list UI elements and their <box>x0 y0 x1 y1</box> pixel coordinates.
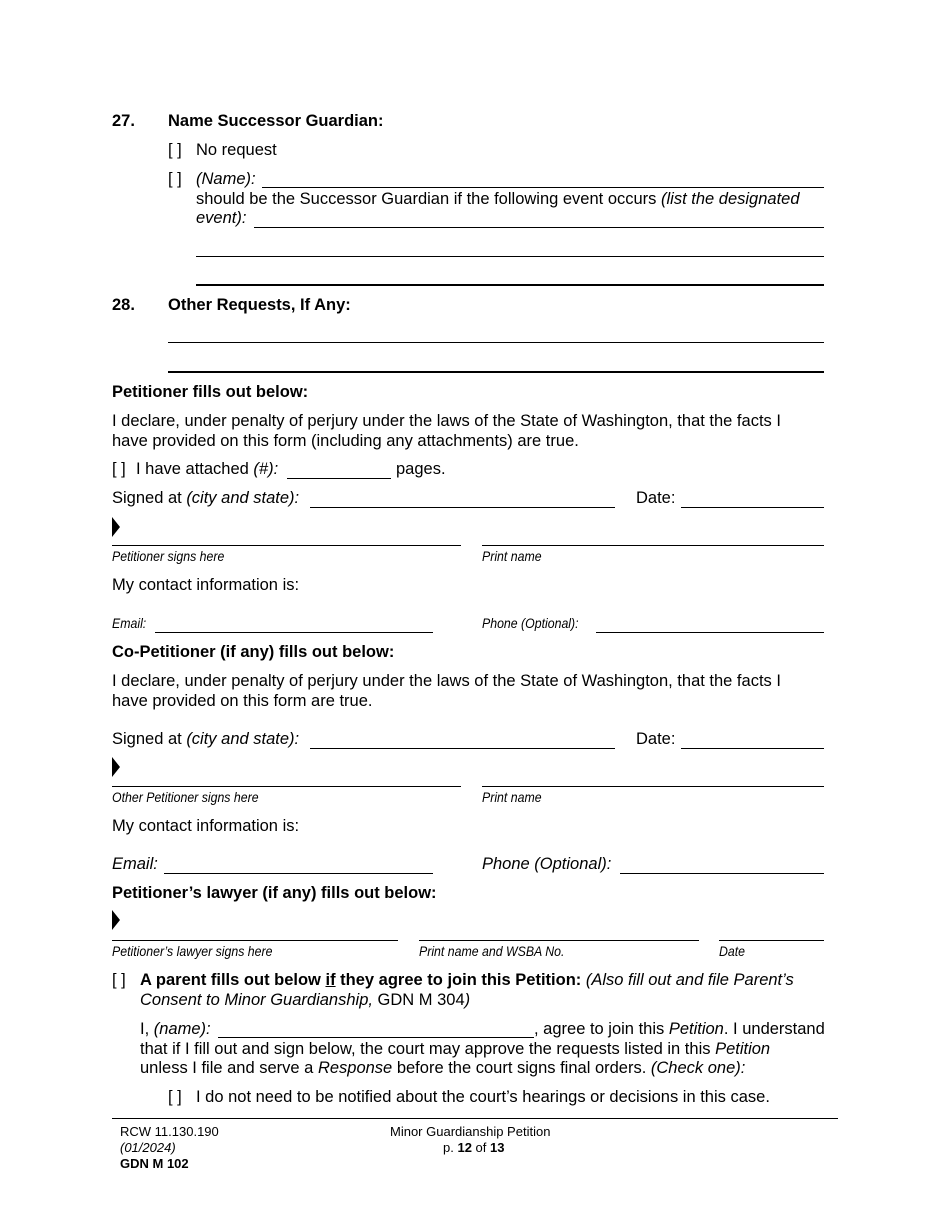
copetitioner-declaration-line2: have provided on this form are true. <box>112 692 373 710</box>
petitioner-print-name-label: Print name <box>482 548 542 564</box>
successor-event-label: event): <box>196 209 247 227</box>
successor-event-text: should be the Successor Guardian if the following event occurs (list the designated <box>196 190 800 208</box>
lawyer-print-name-label: Print name and WSBA No. <box>419 943 565 959</box>
signed-at-field[interactable] <box>310 507 615 508</box>
other-requests-field-1[interactable] <box>168 342 824 343</box>
petitioner-signs-here-label: Petitioner signs here <box>112 548 225 564</box>
attached-label: I have attached (#): <box>136 460 279 478</box>
petitioner-phone-label: Phone (Optional): <box>482 615 579 631</box>
section-27-title: Name Successor Guardian: <box>168 112 384 130</box>
parent-join-checkbox[interactable]: [ ] <box>112 971 126 989</box>
petitioner-declaration-line2: have provided on this form (including any attachments) are true. <box>112 432 579 450</box>
successor-event-field-1[interactable] <box>254 227 824 228</box>
co-date-field[interactable] <box>681 748 824 749</box>
petitioner-contact-label: My contact information is: <box>112 576 300 594</box>
no-request-label: No request <box>196 141 277 159</box>
section-28-title: Other Requests, If Any: <box>168 296 351 314</box>
lawyer-date-label: Date <box>719 943 746 959</box>
signature-arrow-icon <box>112 517 120 537</box>
lawyer-date-field[interactable] <box>719 940 824 941</box>
lawyer-signature-field[interactable] <box>112 940 398 941</box>
no-request-checkbox[interactable]: [ ] <box>168 141 182 159</box>
petitioner-signature-field[interactable] <box>112 545 461 546</box>
petitioner-email-label: Email: <box>112 615 147 631</box>
section-27-number: 27. <box>112 112 135 130</box>
parent-response-text: unless I file and serve a Response before the court signs final orders. (Check one): <box>140 1059 746 1077</box>
no-notice-label: I do not need to be notified about the court’s hearings or decisions in this case. <box>196 1088 770 1106</box>
copetitioner-signature-field[interactable] <box>112 786 461 787</box>
copetitioner-print-name-label: Print name <box>482 789 542 805</box>
lawyer-signs-here-label: Petitioner’s lawyer signs here <box>112 943 273 959</box>
co-signed-at-field[interactable] <box>310 748 615 749</box>
petitioner-heading: Petitioner fills out below: <box>112 383 309 401</box>
parent-name-field[interactable] <box>218 1037 534 1038</box>
section-divider <box>196 284 824 286</box>
copetitioner-email-label: Email: <box>112 855 158 873</box>
footer-page-number: p. 12 of 13 <box>443 1140 505 1155</box>
attached-pages-field[interactable] <box>287 478 391 479</box>
petitioner-declaration-line1: I declare, under penalty of perjury under the laws of the State of Washington, that the facts I <box>112 412 781 430</box>
footer-title: Minor Guardianship Petition <box>390 1124 551 1139</box>
co-signed-at-label: Signed at (city and state): <box>112 730 300 748</box>
parent-join-heading: A parent fills out below if they agree to join this Petition: (Also fill out and file Parent’s <box>140 971 794 989</box>
footer-date: (01/2024) <box>120 1140 176 1155</box>
copetitioner-contact-label: My contact information is: <box>112 817 300 835</box>
petitioner-email-field[interactable] <box>155 632 433 633</box>
co-date-label: Date: <box>636 730 676 748</box>
parent-name-label: I, (name): <box>140 1020 211 1038</box>
lawyer-print-name-field[interactable] <box>419 940 699 941</box>
copetitioner-phone-label: Phone (Optional): <box>482 855 612 873</box>
parent-understand-text: that if I fill out and sign below, the court may approve the requests listed in this Petition <box>140 1040 771 1058</box>
signed-at-label: Signed at (city and state): <box>112 489 300 507</box>
petitioner-phone-field[interactable] <box>596 632 824 633</box>
attached-pages-label: pages. <box>396 460 446 478</box>
date-label: Date: <box>636 489 676 507</box>
parent-agree-text: , agree to join this Petition. I understand <box>534 1020 825 1038</box>
lawyer-heading: Petitioner’s lawyer (if any) fills out below: <box>112 884 437 902</box>
successor-name-checkbox[interactable]: [ ] <box>168 170 182 188</box>
copetitioner-phone-field[interactable] <box>620 873 824 874</box>
date-field[interactable] <box>681 507 824 508</box>
other-requests-field-2[interactable] <box>168 371 824 373</box>
copetitioner-print-name-field[interactable] <box>482 786 824 787</box>
attached-checkbox[interactable]: [ ] <box>112 460 126 478</box>
successor-name-field[interactable] <box>262 187 824 188</box>
lawyer-signature-arrow-icon <box>112 910 120 930</box>
footer-rcw: RCW 11.130.190 <box>120 1124 219 1139</box>
copetitioner-heading: Co-Petitioner (if any) fills out below: <box>112 643 395 661</box>
copetitioner-declaration-line1: I declare, under penalty of perjury under the laws of the State of Washington, that the facts I <box>112 672 781 690</box>
no-notice-checkbox[interactable]: [ ] <box>168 1088 182 1106</box>
footer-form-number: GDN M 102 <box>120 1156 189 1171</box>
parent-join-subheading: Consent to Minor Guardianship, GDN M 304) <box>140 991 471 1009</box>
copetitioner-email-field[interactable] <box>164 873 433 874</box>
co-signature-arrow-icon <box>112 757 120 777</box>
petitioner-print-name-field[interactable] <box>482 545 824 546</box>
section-28-number: 28. <box>112 296 135 314</box>
copetitioner-signs-here-label: Other Petitioner signs here <box>112 789 259 805</box>
successor-name-label: (Name): <box>196 170 256 188</box>
successor-event-field-2[interactable] <box>196 256 824 257</box>
footer-divider <box>112 1118 838 1119</box>
